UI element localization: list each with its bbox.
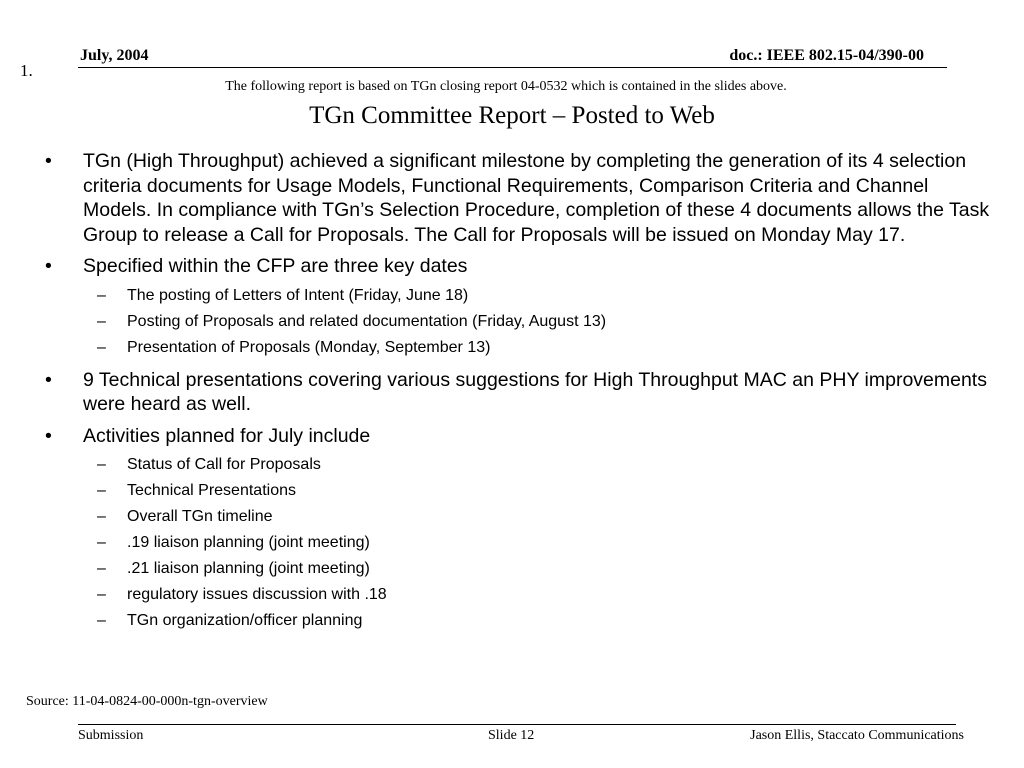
sub-bullet-item	[45, 611, 995, 631]
header-doc-id: doc.: IEEE 802.15-04/390-00	[729, 47, 924, 64]
bullet-item	[45, 424, 995, 449]
sub-bullet-item	[45, 286, 995, 306]
sub-bullet-text: Status of Call for Proposals	[127, 456, 321, 473]
bullet-list	[45, 149, 995, 637]
sub-bullet-marker: –	[97, 508, 106, 525]
sub-bullet-item	[45, 312, 995, 332]
footer-submission: Submission	[78, 728, 144, 743]
sub-bullet-marker: –	[97, 612, 106, 629]
slide-number-marker: 1.	[20, 61, 33, 80]
sub-bullet-marker: –	[97, 456, 106, 473]
header-rule	[78, 67, 947, 68]
sub-bullet-text: Presentation of Proposals (Monday, September 13)	[127, 338, 491, 356]
sub-bullet-item	[45, 507, 995, 527]
footer-author: Jason Ellis, Staccato Communications	[750, 728, 964, 743]
bullet-text: TGn (High Throughput) achieved a significant milestone by completing the generation of its 4 selection criteria documents for Usage Models, Functional Requirements, Comparison Criteria and Channel Models. In compliance with TGn’s Selection Procedure, completion of these 4 documents allows the Task Group to release a Call for Proposals. The Call for Proposals will be issued on Monday May 17.	[83, 150, 990, 246]
footer-slide-number: Slide 12	[488, 728, 535, 743]
sub-bullet-text: The posting of Letters of Intent (Friday, June 18)	[127, 286, 469, 304]
bullet-item	[45, 368, 995, 417]
sub-bullet-marker: –	[97, 482, 106, 499]
bullet-item	[45, 149, 995, 247]
sub-bullet-marker: –	[97, 286, 106, 304]
bullet-text: Specified within the CFP are three key dates	[83, 255, 468, 277]
footer-rule	[78, 724, 956, 725]
sub-bullet-text: Technical Presentations	[127, 482, 296, 499]
bullet-marker: •	[45, 255, 52, 277]
sub-bullet-item	[45, 481, 995, 501]
sub-bullet-item	[45, 338, 995, 358]
sub-bullet-text: .19 liaison planning (joint meeting)	[127, 534, 370, 551]
bullet-marker: •	[45, 368, 52, 391]
sub-bullet-text: Posting of Proposals and related documentation (Friday, August 13)	[127, 312, 607, 330]
bullet-marker: •	[45, 150, 52, 172]
sub-bullet-text: regulatory issues discussion with .18	[127, 586, 387, 603]
bullet-text: Activities planned for July include	[83, 424, 371, 447]
sub-bullet-item	[45, 533, 995, 553]
sub-bullet-marker: –	[97, 560, 106, 577]
sub-bullet-text: TGn organization/officer planning	[127, 612, 363, 629]
sub-bullet-item	[45, 585, 995, 605]
header-date: July, 2004	[80, 47, 149, 64]
sub-bullet-marker: –	[97, 312, 106, 330]
sub-bullet-text: .21 liaison planning (joint meeting)	[127, 560, 370, 577]
bullet-marker: •	[45, 424, 52, 447]
sub-bullet-marker: –	[97, 338, 106, 356]
sub-bullet-item	[45, 455, 995, 475]
slide-title: TGn Committee Report – Posted to Web	[309, 102, 715, 129]
bullet-text: 9 Technical presentations covering various suggestions for High Throughput MAC an PHY improvements were heard as well.	[83, 368, 987, 415]
sub-bullet-marker: –	[97, 586, 106, 603]
source-note: Source: 11-04-0824-00-000n-tgn-overview	[26, 694, 268, 709]
sub-bullet-text: Overall TGn timeline	[127, 508, 273, 525]
report-note: The following report is based on TGn closing report 04-0532 which is contained in the slides above.	[225, 79, 787, 94]
bullet-item	[45, 254, 995, 279]
sub-bullet-marker: –	[97, 534, 106, 551]
sub-bullet-item	[45, 559, 995, 579]
